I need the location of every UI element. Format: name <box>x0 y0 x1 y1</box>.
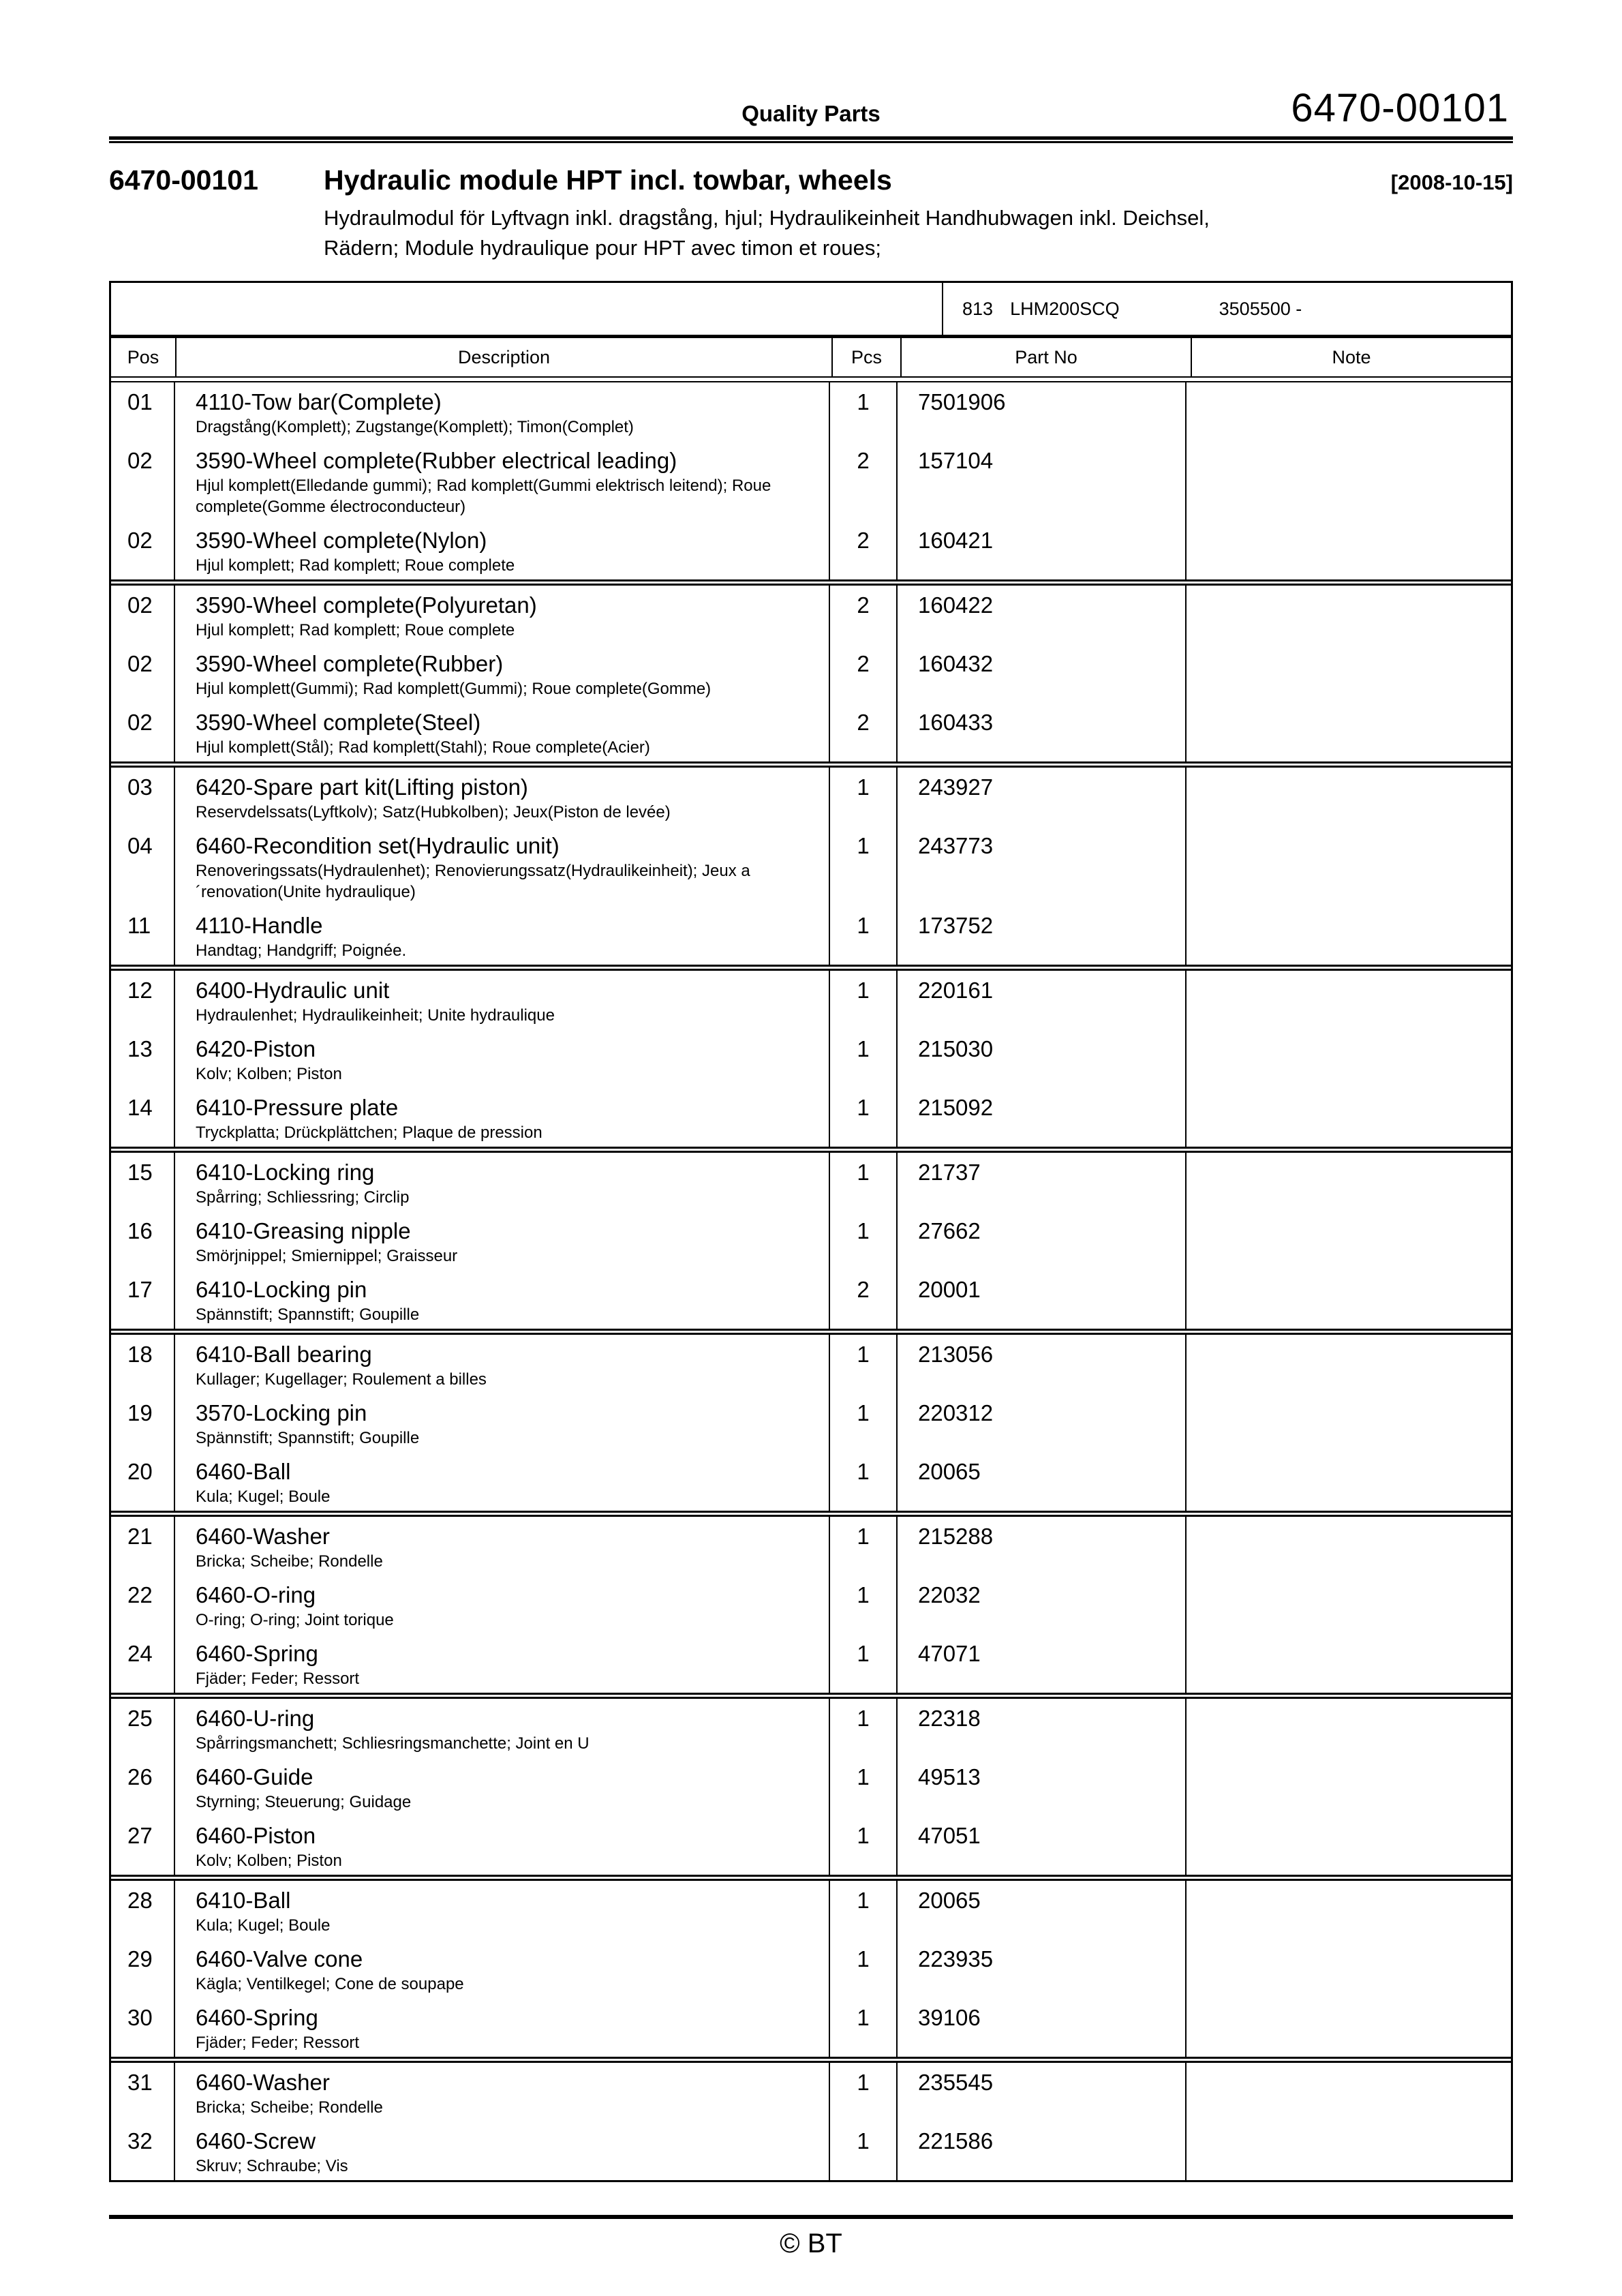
row-description-sub: Bricka; Scheibe; Rondelle <box>196 1552 383 1571</box>
row-note <box>1187 1998 1511 2057</box>
row-description-sub: Kolv; Kolben; Piston <box>196 1065 342 1083</box>
row-part-no: 22318 <box>898 1699 1187 1757</box>
table-body <box>111 382 1511 2180</box>
row-pos: 02 <box>111 441 175 521</box>
table-row <box>111 826 1511 906</box>
row-description-title: 6460-O-ring <box>196 1582 316 1607</box>
row-note <box>1187 1517 1511 1575</box>
model-box <box>111 283 1511 338</box>
row-pcs: 2 <box>830 521 898 579</box>
row-description-title: 3590-Wheel complete(Rubber electrical leading) <box>196 448 677 473</box>
row-part-no: 7501906 <box>898 382 1187 441</box>
row-pcs: 2 <box>830 703 898 761</box>
row-description-sub: Hydraulenhet; Hydraulikeinheit; Unite hydraulique <box>196 1006 555 1025</box>
row-note <box>1187 1881 1511 1939</box>
table-row <box>111 1088 1511 1147</box>
row-pos: 02 <box>111 521 175 579</box>
table-row <box>111 1452 1511 1511</box>
row-part-no: 160422 <box>898 586 1187 644</box>
row-pos: 03 <box>111 768 175 826</box>
row-pcs: 1 <box>830 1575 898 1634</box>
row-note <box>1187 826 1511 906</box>
row-note <box>1187 1270 1511 1329</box>
document-date: [2008-10-15] <box>1390 170 1513 194</box>
row-pcs: 1 <box>830 1211 898 1270</box>
row-part-no: 223935 <box>898 1939 1187 1998</box>
row-note <box>1187 1575 1511 1634</box>
row-description-sub: Hjul komplett; Rad komplett; Roue complete <box>196 556 515 575</box>
row-description-sub: Hjul komplett; Rad komplett; Roue complete <box>196 621 515 639</box>
row-description-sub: Styrning; Steuerung; Guidage <box>196 1793 412 1811</box>
table-row <box>111 586 1511 644</box>
row-part-no: 47051 <box>898 1816 1187 1875</box>
row-description <box>175 1211 830 1270</box>
col-header-pcs: Pcs <box>833 338 902 376</box>
row-description-sub: Tryckplatta; Drückplättchen; Plaque de pression <box>196 1123 542 1142</box>
table-row <box>111 906 1511 965</box>
row-description <box>175 586 830 644</box>
row-description-title: 6410-Greasing nipple <box>196 1218 411 1243</box>
row-description <box>175 1816 830 1875</box>
row-part-no: 20001 <box>898 1270 1187 1329</box>
row-note <box>1187 441 1511 521</box>
row-pos: 04 <box>111 826 175 906</box>
footer-copyright: © BT <box>780 2229 842 2259</box>
row-pcs: 1 <box>830 1634 898 1693</box>
row-description-sub: O-ring; O-ring; Joint torique <box>196 1611 394 1629</box>
row-description-title: 6420-Piston <box>196 1036 316 1061</box>
row-pcs: 1 <box>830 1029 898 1088</box>
row-part-no: 160432 <box>898 644 1187 703</box>
row-description-title: 6420-Spare part kit(Lifting piston) <box>196 774 528 800</box>
row-part-no: 243773 <box>898 826 1187 906</box>
row-note <box>1187 1634 1511 1693</box>
row-part-no: 20065 <box>898 1452 1187 1511</box>
table-row <box>111 1998 1511 2057</box>
row-pos: 02 <box>111 586 175 644</box>
row-part-no: 220312 <box>898 1393 1187 1452</box>
document-subtitle <box>324 203 1513 263</box>
row-description-sub: Spännstift; Spannstift; Goupille <box>196 1429 420 1447</box>
row-note <box>1187 1393 1511 1452</box>
row-pos: 25 <box>111 1699 175 1757</box>
footer-rule <box>109 2215 1513 2219</box>
col-header-description: Description <box>177 338 833 376</box>
title-block <box>109 164 1513 196</box>
row-pcs: 1 <box>830 971 898 1029</box>
document-title: Hydraulic module HPT incl. towbar, wheels <box>324 164 892 196</box>
row-description-sub: Hjul komplett(Stål); Rad komplett(Stahl); Roue complete(Acier) <box>196 738 650 757</box>
row-description <box>175 1153 830 1211</box>
table-row <box>111 1393 1511 1452</box>
col-header-part-no: Part No <box>902 338 1192 376</box>
row-part-no: 243927 <box>898 768 1187 826</box>
table-row <box>111 2121 1511 2180</box>
table-row <box>111 1881 1511 1939</box>
table-row <box>111 1517 1511 1575</box>
row-note <box>1187 1088 1511 1147</box>
group-divider <box>111 965 1511 971</box>
row-description-sub: Fjäder; Feder; Ressort <box>196 1670 360 1688</box>
row-pcs: 1 <box>830 1452 898 1511</box>
row-description-title: 3590-Wheel complete(Polyuretan) <box>196 592 537 618</box>
row-pos: 16 <box>111 1211 175 1270</box>
row-pos: 28 <box>111 1881 175 1939</box>
group-divider <box>111 579 1511 586</box>
row-description-sub: Hjul komplett(Elledande gummi); Rad komplett(Gummi elektrisch leitend); Roue complete(Gomme électroconducteur) <box>196 477 771 516</box>
row-description-title: 6460-U-ring <box>196 1706 315 1731</box>
row-pos: 01 <box>111 382 175 441</box>
row-description-title: 6410-Pressure plate <box>196 1095 399 1120</box>
row-description-title: 6410-Ball bearing <box>196 1342 372 1367</box>
serial-range: 3505500 - <box>1219 298 1302 319</box>
row-pcs: 2 <box>830 644 898 703</box>
row-description <box>175 826 830 906</box>
row-part-no: 47071 <box>898 1634 1187 1693</box>
row-part-no: 49513 <box>898 1757 1187 1816</box>
row-pcs: 1 <box>830 1335 898 1393</box>
row-part-no: 215092 <box>898 1088 1187 1147</box>
row-description <box>175 1270 830 1329</box>
row-part-no: 160421 <box>898 521 1187 579</box>
row-pcs: 1 <box>830 1517 898 1575</box>
table-header-row <box>111 338 1511 376</box>
row-description <box>175 2063 830 2121</box>
row-description <box>175 644 830 703</box>
row-pcs: 1 <box>830 1088 898 1147</box>
row-pcs: 1 <box>830 1393 898 1452</box>
row-note <box>1187 586 1511 644</box>
row-description-title: 4110-Tow bar(Complete) <box>196 389 442 414</box>
row-note <box>1187 1211 1511 1270</box>
row-pos: 31 <box>111 2063 175 2121</box>
row-pcs: 2 <box>830 586 898 644</box>
row-note <box>1187 971 1511 1029</box>
row-description-sub: Kula; Kugel; Boule <box>196 1487 331 1506</box>
row-pos: 19 <box>111 1393 175 1452</box>
row-description <box>175 1881 830 1939</box>
row-note <box>1187 703 1511 761</box>
row-note <box>1187 1757 1511 1816</box>
row-description <box>175 1699 830 1757</box>
row-pos: 02 <box>111 703 175 761</box>
row-description <box>175 2121 830 2180</box>
table-row <box>111 1270 1511 1329</box>
row-pcs: 1 <box>830 1757 898 1816</box>
table-row <box>111 1757 1511 1816</box>
row-part-no: 235545 <box>898 2063 1187 2121</box>
table-row <box>111 1634 1511 1693</box>
group-divider <box>111 1875 1511 1881</box>
table-row <box>111 1575 1511 1634</box>
row-description-sub: Kolv; Kolben; Piston <box>196 1852 342 1870</box>
row-description <box>175 1939 830 1998</box>
row-pos: 17 <box>111 1270 175 1329</box>
row-note <box>1187 2063 1511 2121</box>
row-description <box>175 1029 830 1088</box>
row-description <box>175 521 830 579</box>
row-pcs: 1 <box>830 382 898 441</box>
row-note <box>1187 1699 1511 1757</box>
row-pos: 14 <box>111 1088 175 1147</box>
row-pcs: 1 <box>830 826 898 906</box>
row-description-sub: Spårring; Schliessring; Circlip <box>196 1188 410 1207</box>
subtitle-line-1: Hydraulmodul för Lyftvagn inkl. dragstång, hjul; Hydraulikeinheit Handhubwagen inkl. Deichsel, <box>324 206 1210 230</box>
row-note <box>1187 2121 1511 2180</box>
row-description-sub: Hjul komplett(Gummi); Rad komplett(Gummi); Roue complete(Gomme) <box>196 680 711 698</box>
row-pcs: 1 <box>830 1998 898 2057</box>
row-description-title: 6460-Recondition set(Hydraulic unit) <box>196 833 560 858</box>
row-description-sub: Kägla; Ventilkegel; Cone de soupape <box>196 1975 464 1993</box>
row-pcs: 1 <box>830 1816 898 1875</box>
row-description-title: 6410-Locking pin <box>196 1277 367 1302</box>
group-divider <box>111 2057 1511 2063</box>
row-part-no: 215030 <box>898 1029 1187 1088</box>
row-part-no: 173752 <box>898 906 1187 965</box>
row-part-no: 221586 <box>898 2121 1187 2180</box>
row-description-title: 3590-Wheel complete(Steel) <box>196 710 481 735</box>
row-description <box>175 441 830 521</box>
group-divider <box>111 1147 1511 1153</box>
row-description <box>175 768 830 826</box>
table-row <box>111 1816 1511 1875</box>
page-header <box>109 0 1513 136</box>
row-description-title: 6460-Valve cone <box>196 1946 363 1972</box>
row-description-title: 6460-Screw <box>196 2128 316 2154</box>
row-note <box>1187 768 1511 826</box>
row-description-sub: Spännstift; Spannstift; Goupille <box>196 1305 420 1324</box>
table-row <box>111 1153 1511 1211</box>
row-note <box>1187 1939 1511 1998</box>
row-pos: 12 <box>111 971 175 1029</box>
col-header-note: Note <box>1332 346 1371 367</box>
row-pcs: 1 <box>830 1939 898 1998</box>
table-row <box>111 971 1511 1029</box>
model-code: 813 <box>962 298 994 319</box>
row-pcs: 1 <box>830 906 898 965</box>
row-note <box>1187 1452 1511 1511</box>
row-pos: 29 <box>111 1939 175 1998</box>
table-row <box>111 1939 1511 1998</box>
table-row <box>111 2063 1511 2121</box>
row-description <box>175 1998 830 2057</box>
row-description-sub: Fjäder; Feder; Ressort <box>196 2034 360 2052</box>
row-note <box>1187 521 1511 579</box>
group-divider <box>111 1329 1511 1335</box>
row-part-no: 20065 <box>898 1881 1187 1939</box>
row-description <box>175 382 830 441</box>
model-box-info-cell <box>943 283 1511 335</box>
row-description-sub: Kula; Kugel; Boule <box>196 1916 331 1935</box>
row-description <box>175 1575 830 1634</box>
table-row <box>111 1335 1511 1393</box>
table-row <box>111 1699 1511 1757</box>
row-description-title: 3570-Locking pin <box>196 1400 367 1425</box>
group-divider <box>111 1693 1511 1699</box>
row-part-no: 27662 <box>898 1211 1187 1270</box>
row-pos: 15 <box>111 1153 175 1211</box>
row-description-sub: Bricka; Scheibe; Rondelle <box>196 2098 383 2117</box>
table-row <box>111 382 1511 441</box>
row-note <box>1187 644 1511 703</box>
table-row <box>111 1029 1511 1088</box>
row-description-title: 3590-Wheel complete(Rubber) <box>196 651 504 676</box>
row-description <box>175 1452 830 1511</box>
row-description <box>175 906 830 965</box>
row-pos: 20 <box>111 1452 175 1511</box>
row-part-no: 213056 <box>898 1335 1187 1393</box>
row-pos: 21 <box>111 1517 175 1575</box>
row-pos: 11 <box>111 906 175 965</box>
row-description-sub: Kullager; Kugellager; Roulement a billes <box>196 1370 487 1389</box>
row-description-sub: Renoveringssats(Hydraulenhet); Renovierungssatz(Hydraulikeinheit); Jeux a´renovation(Unite hydraulique) <box>196 862 750 901</box>
page <box>109 0 1513 2259</box>
row-pcs: 1 <box>830 2063 898 2121</box>
row-description-title: 6460-Washer <box>196 1524 330 1549</box>
row-description <box>175 1634 830 1693</box>
row-pcs: 1 <box>830 768 898 826</box>
row-pcs: 2 <box>830 1270 898 1329</box>
row-pcs: 1 <box>830 1881 898 1939</box>
row-pos: 18 <box>111 1335 175 1393</box>
row-pos: 22 <box>111 1575 175 1634</box>
row-pos: 24 <box>111 1634 175 1693</box>
row-description <box>175 1757 830 1816</box>
row-pos: 30 <box>111 1998 175 2057</box>
row-part-no: 215288 <box>898 1517 1187 1575</box>
table-row <box>111 703 1511 761</box>
table-row <box>111 768 1511 826</box>
row-pos: 32 <box>111 2121 175 2180</box>
model-box-empty-cell <box>111 283 943 335</box>
row-description <box>175 1517 830 1575</box>
row-description-title: 6460-Piston <box>196 1823 316 1848</box>
row-pcs: 2 <box>830 441 898 521</box>
table-row <box>111 441 1511 521</box>
row-description-title: 3590-Wheel complete(Nylon) <box>196 528 487 553</box>
row-description-title: 6400-Hydraulic unit <box>196 978 390 1003</box>
row-pos: 27 <box>111 1816 175 1875</box>
row-part-no: 157104 <box>898 441 1187 521</box>
row-part-no: 21737 <box>898 1153 1187 1211</box>
row-part-no: 220161 <box>898 971 1187 1029</box>
row-pos: 02 <box>111 644 175 703</box>
row-note <box>1187 1153 1511 1211</box>
table-row <box>111 521 1511 579</box>
row-description-title: 6460-Spring <box>196 1641 318 1666</box>
row-part-no: 22032 <box>898 1575 1187 1634</box>
row-description <box>175 1393 830 1452</box>
row-description-title: 4110-Handle <box>196 913 323 938</box>
row-note <box>1187 1335 1511 1393</box>
model-name: LHM200SCQ <box>1010 298 1120 319</box>
row-description-title: 6460-Guide <box>196 1764 313 1789</box>
col-header-pos: Pos <box>111 338 177 376</box>
row-description-title: 6460-Ball <box>196 1459 291 1484</box>
document-number-large: 6470-00101 <box>1291 86 1509 130</box>
row-description <box>175 1088 830 1147</box>
row-description-title: 6410-Locking ring <box>196 1160 375 1185</box>
header-center-text: Quality Parts <box>741 101 881 126</box>
table-row <box>111 1211 1511 1270</box>
row-pcs: 1 <box>830 1699 898 1757</box>
row-description-title: 6460-Washer <box>196 2070 330 2095</box>
row-part-no: 160433 <box>898 703 1187 761</box>
row-part-no: 39106 <box>898 1998 1187 2057</box>
row-description <box>175 1335 830 1393</box>
row-pcs: 1 <box>830 2121 898 2180</box>
table-header-separator <box>111 376 1511 382</box>
group-divider <box>111 761 1511 768</box>
row-description-sub: Skruv; Schraube; Vis <box>196 2157 348 2175</box>
row-note <box>1187 382 1511 441</box>
row-pos: 13 <box>111 1029 175 1088</box>
table-row <box>111 644 1511 703</box>
parts-table <box>109 281 1513 2182</box>
row-description-sub: Smörjnippel; Smiernippel; Graisseur <box>196 1247 458 1265</box>
row-description-title: 6460-Spring <box>196 2005 318 2030</box>
document-code: 6470-00101 <box>109 164 258 196</box>
row-note <box>1187 1816 1511 1875</box>
row-description-title: 6410-Ball <box>196 1888 291 1913</box>
row-pos: 26 <box>111 1757 175 1816</box>
header-rule <box>109 136 1513 141</box>
subtitle-line-2: Rädern; Module hydraulique pour HPT avec timon et roues; <box>324 236 881 260</box>
row-description-sub: Dragstång(Komplett); Zugstange(Komplett); Timon(Complet) <box>196 418 634 436</box>
row-description <box>175 971 830 1029</box>
row-note <box>1187 1029 1511 1088</box>
row-note <box>1187 906 1511 965</box>
row-pcs: 1 <box>830 1153 898 1211</box>
row-description-sub: Reservdelssats(Lyftkolv); Satz(Hubkolben); Jeux(Piston de levée) <box>196 803 671 821</box>
group-divider <box>111 1511 1511 1517</box>
row-description-sub: Spårringsmanchett; Schliesringsmanchette; Joint en U <box>196 1734 590 1753</box>
row-description <box>175 703 830 761</box>
row-description-sub: Handtag; Handgriff; Poignée. <box>196 941 407 960</box>
